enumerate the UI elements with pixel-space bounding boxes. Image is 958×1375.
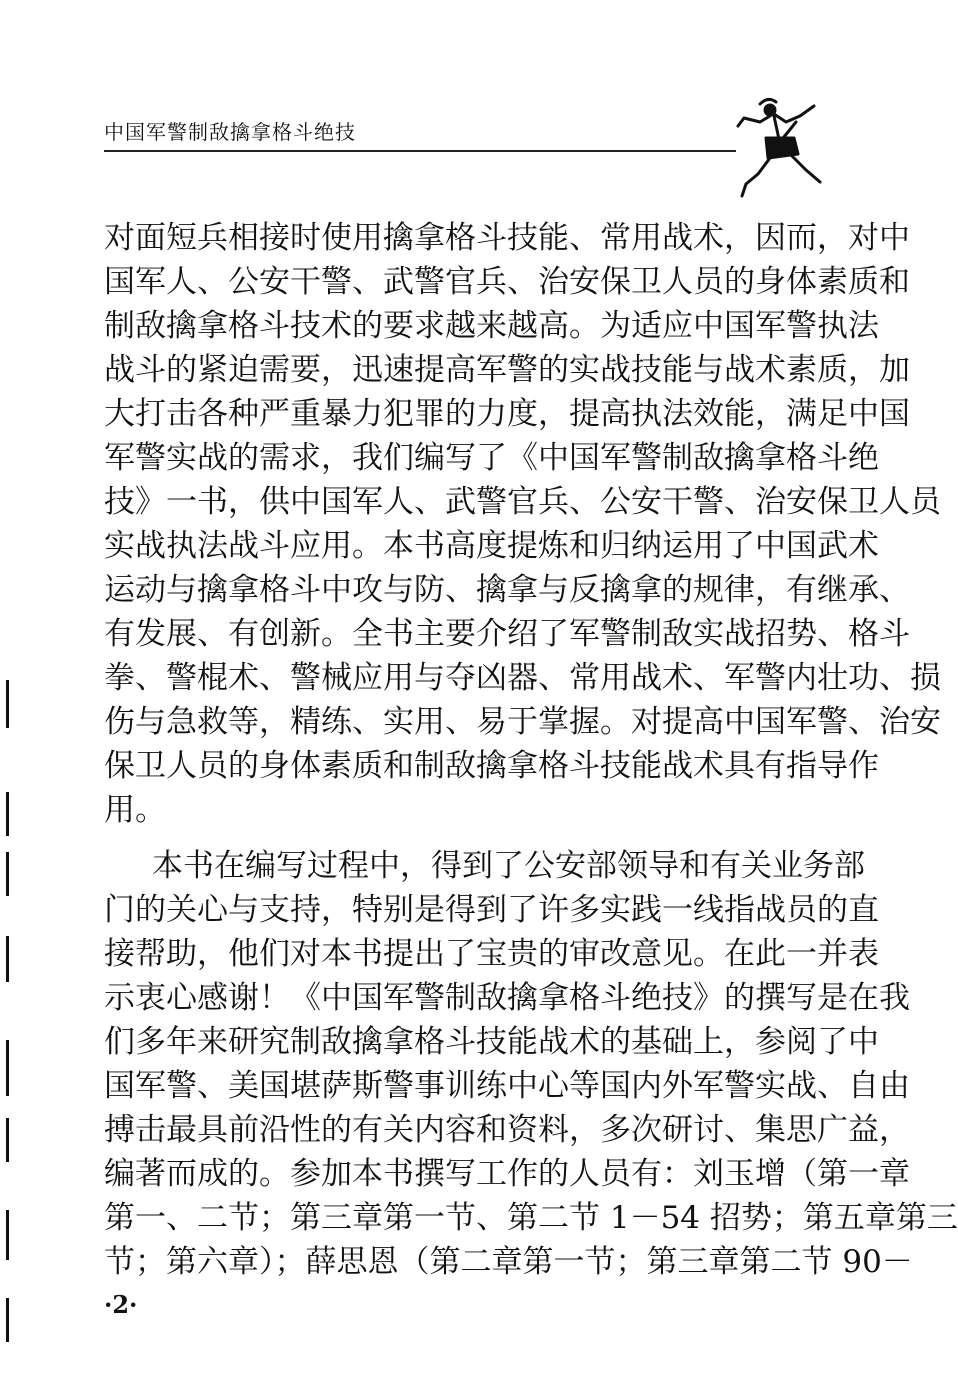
text-line: 编著而成的。参加本书撰写工作的人员有：刘玉增（第一章 [104, 1156, 910, 1192]
text-line: 对面短兵相接时使用擒拿格斗技能、常用战术，因而，对中 [104, 220, 910, 256]
text-line: 们多年来研究制敌擒拿格斗技能战术的基础上，参阅了中 [104, 1024, 879, 1060]
text-line: 军警实战的需求，我们编写了《中国军警制敌擒拿格斗绝 [104, 440, 879, 476]
scan-mark [6, 1040, 9, 1096]
text-line: 国军人、公安干警、武警官兵、治安保卫人员的身体素质和 [104, 264, 910, 300]
text-line: 节；第六章）；薛思恩（第二章第一节；第三章第二节 90－ [104, 1244, 913, 1280]
text-line: 有发展、有创新。全书主要介绍了军警制敌实战招势、格斗 [104, 616, 910, 652]
text-line: 门的关心与支持，特别是得到了许多实践一线指战员的直 [104, 892, 879, 928]
text-line: 国军警、美国堪萨斯警事训练中心等国内外军警实战、自由 [104, 1068, 910, 1104]
text-line: 接帮助，他们对本书提出了宝贵的审改意见。在此一并表 [104, 936, 879, 972]
text-line: 拳、警棍术、警械应用与夺凶器、常用战术、军警内壮功、损 [104, 660, 941, 696]
text-line: 第一、二节；第三章第一节、第二节 1－54 招势；第五章第三 [104, 1200, 958, 1236]
scan-mark [6, 1210, 9, 1260]
text-line: 搏击最具前沿性的有关内容和资料，多次研讨、集思广益， [104, 1112, 910, 1148]
text-line: 用。 [104, 792, 166, 828]
text-line: 大打击各种严重暴力犯罪的力度，提高执法效能，满足中国 [104, 396, 910, 432]
page-number: ·2· [104, 1290, 138, 1319]
scan-mark [6, 1118, 9, 1162]
text-line: 示衷心感谢！《中国军警制敌擒拿格斗绝技》的撰写是在我 [104, 980, 910, 1016]
scan-mark [6, 1298, 9, 1342]
text-line: 制敌擒拿格斗技术的要求越来越高。为适应中国军警执法 [104, 308, 879, 344]
text-line: 本书在编写过程中，得到了公安部领导和有关业务部 [152, 848, 865, 884]
text-line: 战斗的紧迫需要，迅速提高军警的实战技能与战术素质，加 [104, 352, 910, 388]
text-line: 技》一书，供中国军人、武警官兵、公安干警、治安保卫人员 [104, 484, 941, 520]
scan-mark [6, 936, 9, 982]
text-line: 运动与擒拿格斗中攻与防、擒拿与反擒拿的规律，有继承、 [104, 572, 910, 608]
running-header-title: 中国军警制敌擒拿格斗绝技 [104, 120, 356, 144]
text-line: 实战执法战斗应用。本书高度提炼和归纳运用了中国武术 [104, 528, 879, 564]
text-line: 保卫人员的身体素质和制敌擒拿格斗技能战术具有指导作 [104, 748, 879, 784]
scan-mark [6, 792, 9, 836]
scan-mark [6, 680, 9, 728]
scan-mark [6, 852, 9, 896]
text-line: 伤与急救等，精练、实用、易于掌握。对提高中国军警、治安 [104, 704, 941, 740]
